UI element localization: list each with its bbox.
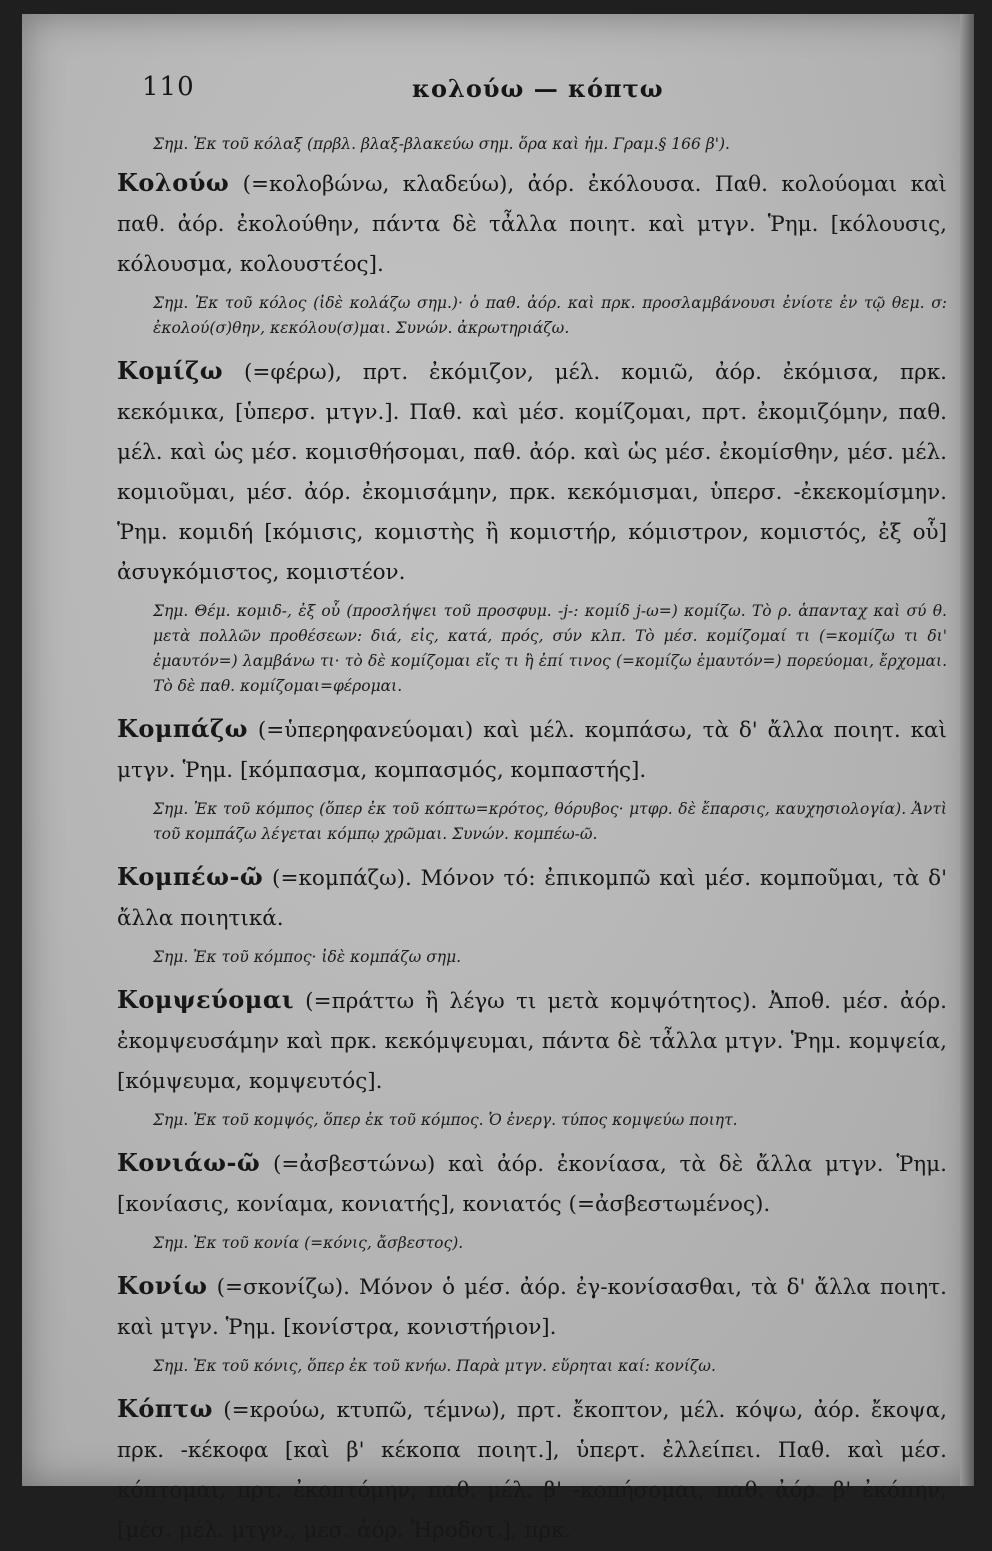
entry-note: Σημ. Ἐκ τοῦ κόμπος (ὅπερ ἐκ τοῦ κόπτω=κρότος, θόρυβος· μτφρ. δὲ ἔπαρσις, καυχησιολογία). Ἀντὶ τοῦ κομπάζω λέγεται κόμπῳ χρῶμαι. Συνών. κομπέω-ῶ. xyxy=(153,800,947,843)
book-page xyxy=(22,14,974,1543)
entry-body: (=κρούω, κτυπῶ, τέμνω), πρτ. ἔκοπτον, μέλ. κόψω, ἀόρ. ἔκοψα, πρκ. -κέκοφα [καὶ β' κέκοπα ποιητ.], ὑπερτ. ἐλλείπει. Παθ. καὶ μέσ. κόπτομαι, πρτ. ἐκοπτόμην, παθ. μέλ. β' -κοπήσομαι, παθ. ἀόρ. β' ἐκόπην, [μέσ. μέλ. μτγν., μεσ. ἀόρ. Ἡροδοτ.], πρκ. xyxy=(117,1398,947,1543)
entry-body: (=ὑπερηφανεύομαι) καὶ μέλ. κομπάσω, τὰ δ' ἄλλα ποιητ. καὶ μτγν. Ῥημ. [κόμπασμα, κομπασμός, κομπαστής]. xyxy=(117,718,947,783)
entry-koloyo xyxy=(117,163,947,285)
entry-note: Σημ. Ἐκ τοῦ κόνις, ὅπερ ἐκ τοῦ κνήω. Παρὰ μτγν. εὕρηται καί: κονίζω. xyxy=(153,1357,716,1375)
entry-note: Σημ. Ἐκ τοῦ κόλος (ἰδὲ κολάζω σημ.)· ὁ παθ. ἀόρ. καὶ πρκ. προσλαμβάνουσι ἐνίοτε ἐν τῷ θεμ. σ: ἐκολού(σ)θην, κεκόλου(σ)μαι. Συνών. ἀκρωτηριάζω. xyxy=(153,294,947,337)
headword: Κόπτω xyxy=(117,1394,213,1423)
headword: Κομπέω-ῶ xyxy=(117,862,264,891)
entry-note: Σημ. Ἐκ τοῦ κομψός, ὅπερ ἐκ τοῦ κόμπος. Ὁ ἐνεργ. τύπος κομψεύω ποιητ. xyxy=(153,1111,738,1129)
entry-note: Σημ. Θέμ. κομιδ-, ἐξ οὗ (προσλήψει τοῦ προσφυμ. -j-: κομίδ j-ω=) κομίζω. Τὸ ρ. ἁπανταχ καὶ σύ θ. μετὰ πολλῶν προθέσεων: διά, εἰς, κατά, πρός, σύν κλπ. Τὸ μέσ. κομίζομαί τι (=κομίζω τι δι' ἐμαυτόν=) λαμβάνω τι· τὸ δὲ κομίζομαι εἴς τι ἢ ἐπί τινος (=κομίζω ἐμαυτόν=) πορεύομαι, ἔρχομαι. Τὸ δὲ παθ. κομίζομαι=φέρομαι. xyxy=(153,602,947,695)
entry-note: Σημ. Ἐκ τοῦ κόλαξ (πρβλ. βλαξ-βλακεύω σημ. ὅρα καὶ ἠμ. Γραμ.§ 166 β'). xyxy=(153,135,730,153)
entry-body: (=φέρω), πρτ. ἐκόμιζον, μέλ. κομιῶ, ἀόρ. ἐκόμισα, πρκ. κεκόμικα, [ὑπερσ. μτγν.]. Παθ. καὶ μέσ. κομίζομαι, πρτ. ἐκομιζόμην, παθ. μέλ. καὶ ὡς μέσ. κομισθήσομαι, παθ. ἀόρ. καὶ ὡς μέσ. ἐκομίσθην, μέσ. μέλ. κομιοῦμαι, μέσ. ἀόρ. ἐκομισάμην, πρκ. κεκόμισμαι, ὑπερσ. -ἐκεκομίσμην. Ῥημ. κομιδή [κόμισις, κομιστὴς ἢ κομιστήρ, κόμιστρον, κομιστός, ἐξ οὗ] ἀσυγκόμιστος, κομιστέον. xyxy=(117,360,947,585)
entry-body: (=κομπάζω). Μόνον τό: ἐπικομπῶ καὶ μέσ. κομποῦμαι, τὰ δ' ἄλλα ποιητικά. xyxy=(117,866,947,931)
entry-note: Σημ. Ἐκ τοῦ κόμπος· ἰδὲ κομπάζω σημ. xyxy=(153,948,462,966)
entry-body: (=ἀσβεστώνω) καὶ ἀόρ. ἐκονίασα, τὰ δὲ ἄλλα μτγν. Ῥημ. [κονίασις, κονίαμα, κονιατής], κονιατός (=ἀσβεστωμένος). xyxy=(117,1152,947,1217)
headword: Κονίω xyxy=(117,1271,208,1300)
headword: Κολούω xyxy=(117,168,230,197)
page-header xyxy=(22,72,974,112)
running-head: κολούω — κόπτω xyxy=(412,74,664,103)
entry-note: Σημ. Ἐκ τοῦ κονία (=κόνις, ἄσβεστος). xyxy=(153,1234,464,1252)
entry-body: (=κολοβώνω, κλαδεύω), ἀόρ. ἐκόλουσα. Παθ. κολούομαι καὶ παθ. ἀόρ. ἐκολούθην, πάντα δὲ τἆλλα ποιητ. καὶ μτγν. Ῥημ. [κόλουσις, κόλουσμα, κολουστέος]. xyxy=(117,172,947,277)
headword: Κονιάω-ῶ xyxy=(117,1148,261,1177)
headword: Κομψεύομαι xyxy=(117,985,294,1014)
entry-body: (=πράττω ἢ λέγω τι μετὰ κομψότητος). Ἀποθ. μέσ. ἀόρ. ἐκομψευσάμην καὶ πρκ. κεκόμψευμαι, πάντα δὲ τἆλλα μτγν. Ῥημ. κομψεία, [κόμψευμα, κομψευτός]. xyxy=(117,989,947,1094)
entry-body: (=σκονίζω). Μόνον ὁ μέσ. ἀόρ. ἐγ-κονίσασθαι, τὰ δ' ἄλλα ποιητ. καὶ μτγν. Ῥημ. [κονίστρα, κονιστήριον]. xyxy=(117,1275,947,1340)
page-number: 110 xyxy=(142,72,195,102)
entry-konio xyxy=(117,1266,947,1348)
page-body xyxy=(117,132,947,1551)
headword: Κομπάζω xyxy=(117,714,249,743)
entry-kompazo xyxy=(117,709,947,791)
entry-koniao xyxy=(117,1143,947,1225)
entry-kompseuomai xyxy=(117,980,947,1102)
entry-komizo xyxy=(117,351,947,593)
entry-kopto xyxy=(117,1389,947,1551)
entry-kompeo xyxy=(117,857,947,939)
page-binding-edge xyxy=(960,14,974,1486)
headword: Κομίζω xyxy=(117,356,224,385)
